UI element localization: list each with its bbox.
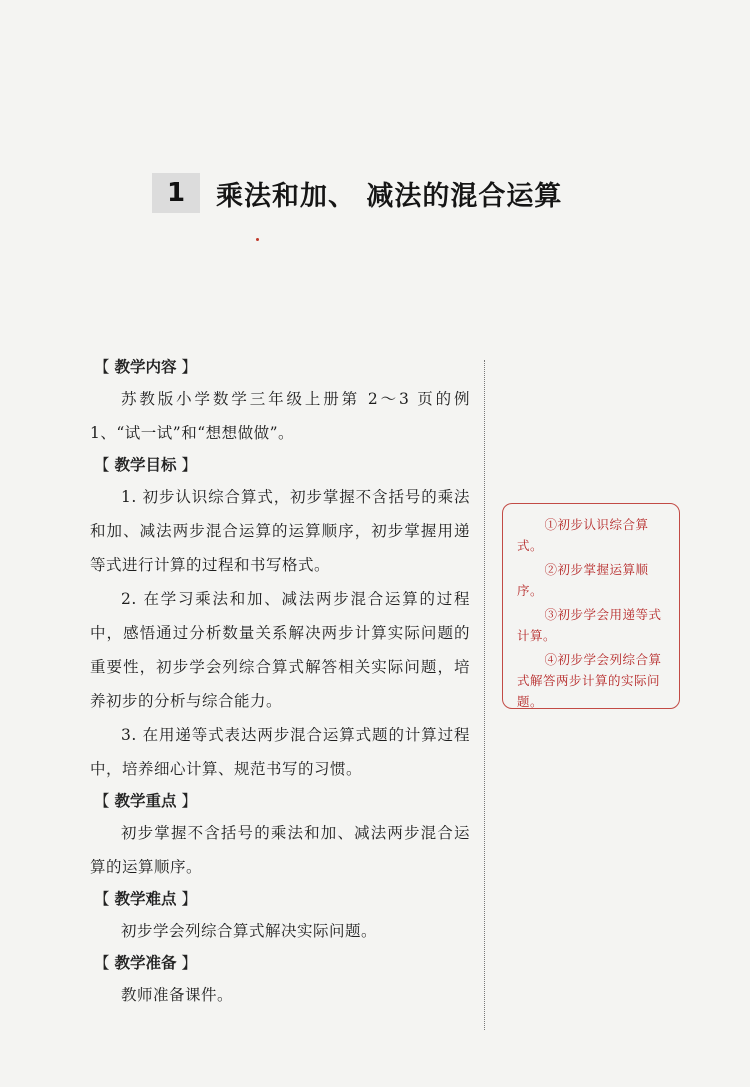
lesson-title-text: 乘法和加、 减法的混合运算	[216, 180, 563, 212]
side-note-box	[502, 503, 680, 709]
heading-text: 教学目标	[114, 456, 177, 474]
side-note-item-2: ②初步掌握运算顺序。	[517, 562, 649, 598]
heading-goals	[94, 450, 470, 480]
heading-content	[94, 352, 470, 382]
lesson-title	[152, 172, 562, 214]
bracket-open: 【	[94, 456, 110, 474]
bracket-open: 【	[94, 792, 110, 810]
side-note-item-3: ③初步学会用递等式计算。	[517, 607, 662, 643]
lesson-number-badge: 1	[152, 173, 200, 213]
main-column	[90, 352, 470, 1012]
bracket-open: 【	[94, 890, 110, 908]
heading-text: 教学内容	[114, 358, 177, 376]
bracket-open: 【	[94, 358, 110, 376]
bracket-close: 】	[181, 792, 197, 810]
goal-item-1: 1. 初步认识综合算式，初步掌握不含括号的乘法和加、减法两步混合运算的运算顺序，初步掌握用递等式进行计算的过程和书写格式。	[90, 488, 470, 574]
red-dot-mark	[256, 238, 259, 241]
heading-text: 教学难点	[114, 890, 177, 908]
difficulties-paragraph: 初步学会列综合算式解决实际问题。	[121, 922, 378, 940]
side-note-item-4: ④初步学会列综合算式解答两步计算的实际问题。	[517, 652, 662, 709]
heading-key-points	[94, 786, 470, 816]
heading-text: 教学准备	[114, 954, 177, 972]
goal-item-2: 2. 在学习乘法和加、减法两步混合运算的过程中，感悟通过分析数量关系解决两步计算实际问题的重要性，初步学会列综合算式解答相关实际问题，培养初步的分析与综合能力。	[90, 590, 470, 710]
goal-item-3: 3. 在用递等式表达两步混合运算式题的计算过程中，培养细心计算、规范书写的习惯。	[90, 726, 470, 778]
bracket-close: 】	[181, 890, 197, 908]
key-points-paragraph: 初步掌握不含括号的乘法和加、减法两步混合运算的运算顺序。	[90, 824, 470, 876]
preparation-paragraph: 教师准备课件。	[121, 986, 234, 1004]
bracket-close: 】	[181, 954, 197, 972]
heading-text: 教学重点	[114, 792, 177, 810]
heading-preparation	[94, 948, 470, 978]
bracket-open: 【	[94, 954, 110, 972]
heading-difficulties	[94, 884, 470, 914]
side-note-item-1: ①初步认识综合算式。	[517, 517, 649, 553]
bracket-close: 】	[181, 358, 197, 376]
content-paragraph: 苏教版小学数学三年级上册第 2～3 页的例 1、“试一试”和“想想做做”。	[90, 390, 470, 442]
dotted-divider	[484, 360, 485, 1030]
bracket-close: 】	[181, 456, 197, 474]
